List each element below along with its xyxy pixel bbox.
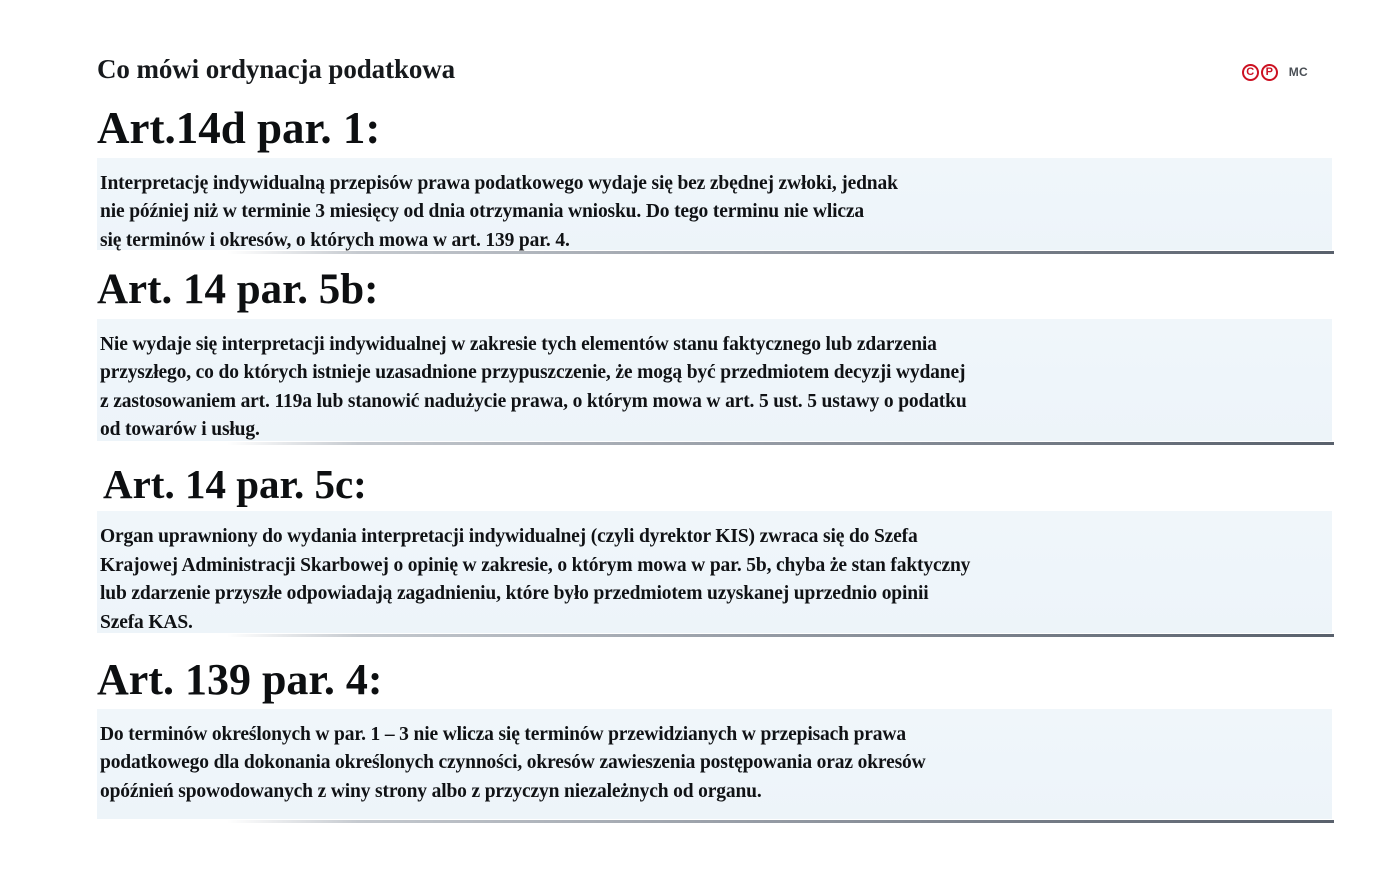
copyright-marks bbox=[1242, 64, 1278, 81]
article-section bbox=[0, 460, 1400, 634]
article-line: opóźnień spowodowanych z winy strony albo z przyczyn niezależnych od organu. bbox=[100, 780, 762, 802]
brand-label: MC bbox=[1288, 65, 1308, 79]
article-heading: Art. 139 par. 4: bbox=[97, 655, 383, 705]
article-section bbox=[0, 105, 1400, 250]
article-body bbox=[97, 709, 1332, 819]
page-title: Co mówi ordynacja podatkowa bbox=[97, 54, 456, 84]
article-line: się terminów i okresów, o których mowa w art. 139 par. 4. bbox=[100, 229, 570, 251]
circled-c-icon: C bbox=[1242, 64, 1259, 81]
article-line: Organ uprawniony do wydania interpretacji indywidualnej (czyli dyrektor KIS) zwraca się do Szefa bbox=[100, 526, 918, 548]
brand-logo bbox=[1242, 60, 1308, 84]
article-line: podatkowego dla dokonania określonych czynności, okresów zawieszenia postępowania oraz okresów bbox=[100, 752, 926, 774]
page-header bbox=[97, 52, 1340, 94]
article-body bbox=[97, 319, 1332, 441]
circled-p-icon: P bbox=[1261, 64, 1278, 81]
article-line: Interpretację indywidualną przepisów prawa podatkowego wydaje się bez zbędnej zwłoki, jednak bbox=[100, 172, 898, 194]
article-line: przyszłego, co do których istnieje uzasadnione przypuszczenie, że mogą być przedmiotem decyzji wydanej bbox=[100, 362, 966, 384]
article-line: Krajowej Administracji Skarbowej o opinię w zakresie, o którym mowa w par. 5b, chyba że stan faktyczny bbox=[100, 554, 971, 576]
article-body bbox=[97, 511, 1332, 633]
article-line: Do terminów określonych w par. 1 – 3 nie wlicza się terminów przewidzianych w przepisach prawa bbox=[100, 723, 906, 745]
article-line: od towarów i usług. bbox=[100, 419, 260, 441]
article-heading: Art. 14 par. 5c: bbox=[103, 460, 367, 507]
article-body bbox=[97, 158, 1332, 250]
article-section bbox=[0, 657, 1400, 819]
article-line: nie później niż w terminie 3 miesięcy od dnia otrzymania wniosku. Do tego terminu nie wlicza bbox=[100, 201, 864, 223]
article-line: lub zdarzenie przyszłe odpowiadają zagadnieniu, które było przedmiotem uzyskanej uprzednio opinii bbox=[100, 583, 929, 605]
article-line: z zastosowaniem art. 119a lub stanowić nadużycie prawa, o którym mowa w art. 5 ust. 5 ustawy o podatku bbox=[100, 390, 967, 412]
article-heading: Art. 14 par. 5b: bbox=[97, 265, 379, 313]
article-line: Nie wydaje się interpretacji indywidualnej w zakresie tych elementów stanu faktycznego lub zdarzenia bbox=[100, 333, 937, 355]
sections-container bbox=[0, 105, 1400, 819]
article-section bbox=[0, 265, 1400, 441]
article-line: Szefa KAS. bbox=[100, 611, 193, 633]
article-heading: Art.14d par. 1: bbox=[97, 103, 381, 153]
